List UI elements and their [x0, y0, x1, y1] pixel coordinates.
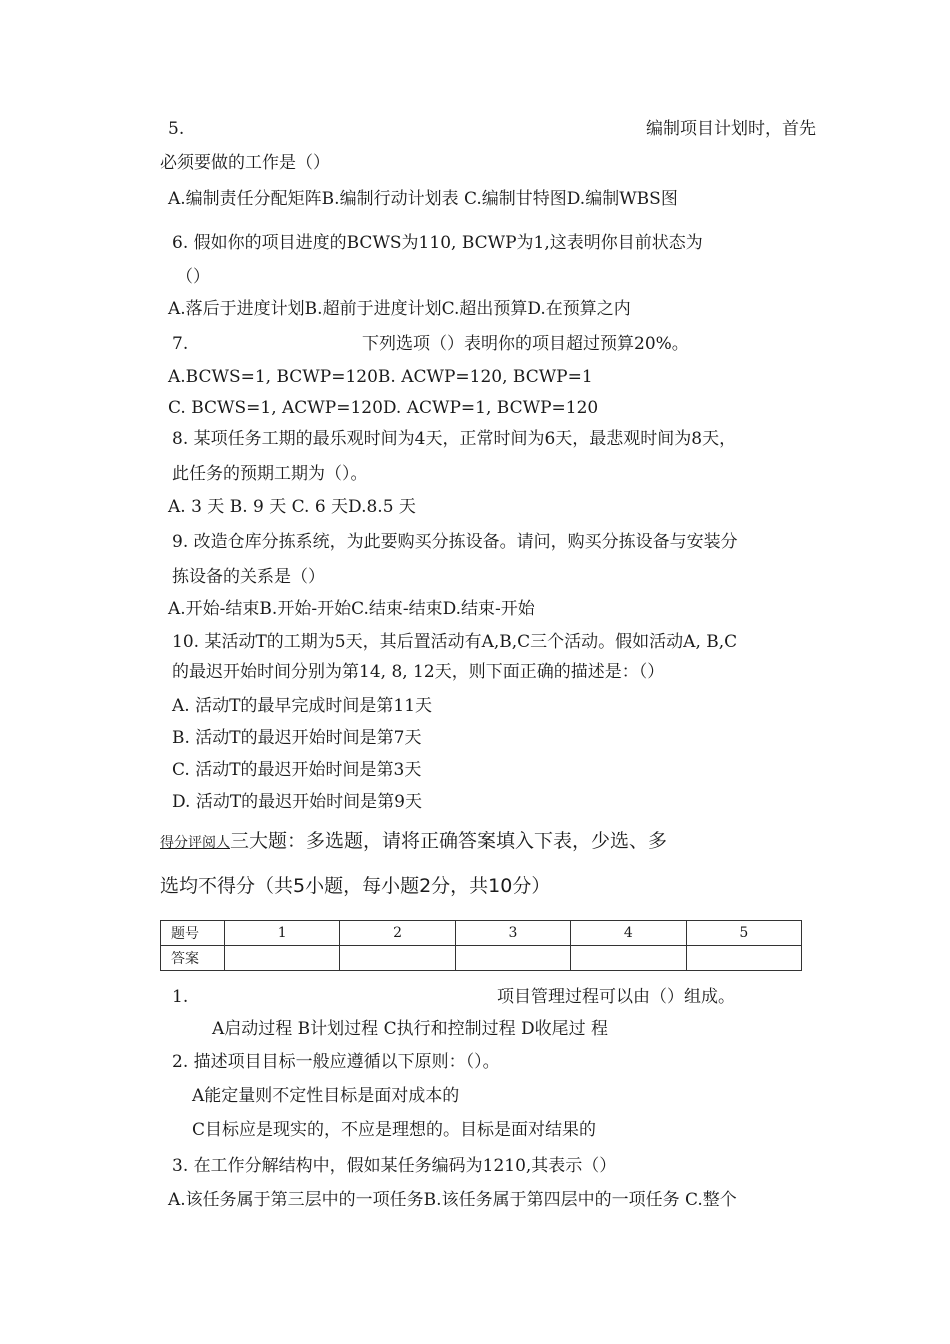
answer-table-answer-row [161, 946, 802, 971]
q10-option-c: C. 活动T的最迟开始时间是第3天 [172, 760, 422, 780]
answer-label: 答案 [161, 946, 225, 971]
answer-cell[interactable] [225, 946, 340, 971]
q5-number: 5. [168, 119, 185, 139]
q6-options: A.落后于进度计划B.超前于进度计划C.超出预算D.在预算之内 [168, 299, 631, 319]
q10-option-a: A. 活动T的最早完成时间是第11天 [172, 696, 433, 716]
section3-header [160, 830, 667, 854]
question-number-cell: 2 [340, 921, 455, 946]
m2-option-a: A能定量则不定性目标是面对成本的 [192, 1086, 460, 1106]
q7-stem: 下列选项（）表明你的项目超过预算20%。 [362, 334, 689, 354]
q5-options: A.编制责任分配矩阵B.编制行动计划表 C.编制甘特图D.编制WBS图 [168, 189, 678, 209]
q7-options-2: C. BCWS=1, ACWP=120D. ACWP=1, BCWP=120 [168, 398, 599, 418]
q5-stem: 编制项目计划时，首先 [646, 119, 816, 139]
q10-stem-cont: 的最迟开始时间分别为第14, 8, 12天，则下面正确的描述是：（） [172, 662, 665, 682]
question-number-cell: 5 [686, 921, 801, 946]
answer-cell[interactable] [455, 946, 570, 971]
answer-table [160, 920, 802, 971]
q8-options: A. 3 天 B. 9 天 C. 6 天D.8.5 天 [168, 497, 416, 517]
m1-number: 1. [172, 987, 189, 1007]
answer-table-header-row [161, 921, 802, 946]
m3-options: A.该任务属于第三层中的一项任务B.该任务属于第四层中的一项任务 C.整个 [168, 1190, 737, 1210]
section3-title-cont: 选均不得分（共5小题，每小题2分，共10分） [160, 875, 551, 897]
q6-stem: 6. 假如你的项目进度的BCWS为110, BCWP为1,这表明你目前状态为 [172, 233, 703, 253]
question-number-cell: 4 [571, 921, 686, 946]
q10-option-b: B. 活动T的最迟开始时间是第7天 [172, 728, 422, 748]
m1-options: A启动过程 B计划过程 C执行和控制过程 D收尾过 程 [212, 1019, 609, 1039]
m2-stem: 2. 描述项目目标一般应遵循以下原则：（）。 [172, 1052, 500, 1072]
answer-cell[interactable] [686, 946, 801, 971]
m2-option-c: C目标应是现实的，不应是理想的。目标是面对结果的 [192, 1120, 597, 1140]
q5-stem-cont: 必须要做的工作是（） [160, 153, 330, 173]
answer-cell[interactable] [340, 946, 455, 971]
section3-title: 三大题：多选题，请将正确答案填入下表，少选、多 [230, 830, 668, 852]
scorer-label: 得分评阅人 [160, 835, 230, 851]
q8-stem: 8. 某项任务工期的最乐观时间为4天，正常时间为6天，最悲观时间为8天， [172, 429, 737, 449]
question-number-cell: 3 [455, 921, 570, 946]
m1-stem: 项目管理过程可以由（）组成。 [497, 987, 735, 1007]
q7-number: 7. [172, 334, 189, 354]
q8-stem-cont: 此任务的预期工期为（）。 [172, 464, 368, 484]
q10-option-d: D. 活动T的最迟开始时间是第9天 [172, 792, 422, 812]
q9-options: A.开始-结束B.开始-开始C.结束-结束D.结束-开始 [168, 599, 535, 619]
q10-stem: 10. 某活动T的工期为5天，其后置活动有A,B,C三个活动。假如活动A, B,C [172, 632, 738, 652]
q9-stem-cont: 拣设备的关系是（） [172, 567, 325, 587]
q9-stem: 9. 改造仓库分拣系统，为此要购买分拣设备。请问，购买分拣设备与安装分 [172, 532, 738, 552]
question-number-cell: 1 [225, 921, 340, 946]
question-number-label: 题号 [161, 921, 225, 946]
q7-options-1: A.BCWS=1, BCWP=120B. ACWP=120, BCWP=1 [168, 367, 593, 387]
q6-paren: （） [176, 267, 210, 287]
answer-cell[interactable] [571, 946, 686, 971]
m3-stem: 3. 在工作分解结构中，假如某任务编码为1210,其表示（） [172, 1156, 617, 1176]
